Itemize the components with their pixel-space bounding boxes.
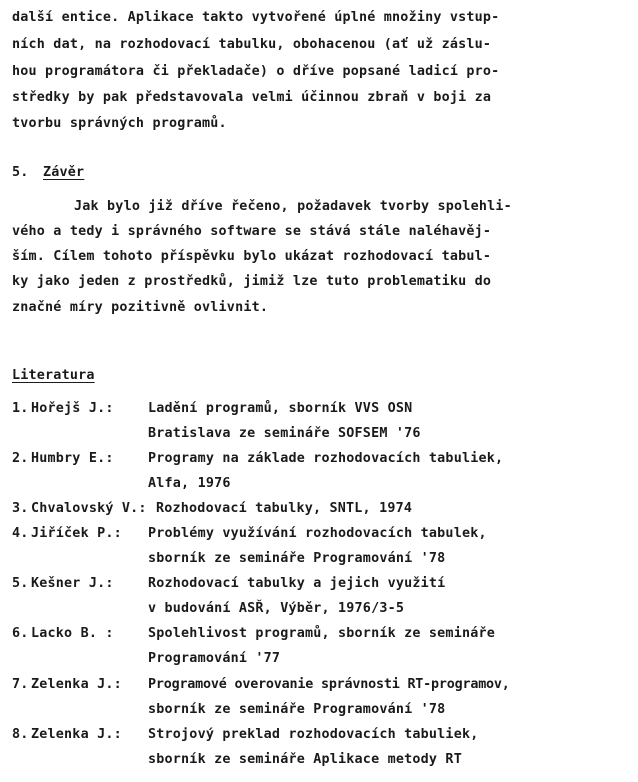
text-line: tvorbu správných programů.	[12, 116, 227, 131]
text-line: další entice. Aplikace takto vytvořené úplné množiny vstup-	[12, 10, 500, 25]
reference-text: Programové overovanie správnosti RT-programov,	[148, 677, 510, 692]
reference-text: Strojový preklad rozhodovacích tabuliek,	[148, 727, 479, 742]
reference-author: Lacko B. :	[31, 626, 114, 641]
text-line: Jak bylo již dříve řečeno, požadavek tvorby spolehli-	[74, 199, 512, 214]
reference-number: 2.	[12, 451, 29, 466]
text-line: vého a tedy i správného software se stává stále naléhavěj-	[12, 224, 492, 239]
reference-number: 4.	[12, 526, 29, 541]
reference-author: Humbry E.:	[31, 451, 114, 466]
reference-text: Programy na základe rozhodovacích tabuliek,	[148, 451, 504, 466]
reference-text: Rozhodovací tabulky, SNTL, 1974	[156, 501, 413, 516]
reference-author: Hořejš J.:	[31, 401, 114, 416]
text-line: hou programátora či překladače) o dříve popsané ladicí pro-	[12, 64, 500, 79]
reference-text: sborník ze semináře Programování '78	[148, 551, 446, 566]
reference-text: v budování ASŘ, Výběr, 1976/3-5	[148, 601, 405, 616]
reference-number: 8.	[12, 727, 29, 742]
literature-heading: Literatura	[12, 368, 95, 383]
reference-author: Zelenka J.:	[31, 677, 122, 692]
reference-text: Rozhodovací tabulky a jejich využití	[148, 576, 446, 591]
reference-author: Chvalovský V.:	[31, 501, 147, 516]
section-title: Závěr	[43, 165, 85, 180]
text-line: středky by pak představovala velmi účinnou zbraň v boji za	[12, 90, 492, 105]
text-line: ních dat, na rozhodovací tabulku, obohacenou (ať už záslu-	[12, 37, 492, 52]
reference-author: Jiříček P.:	[31, 526, 122, 541]
reference-text: Alfa, 1976	[148, 476, 231, 491]
reference-number: 3.	[12, 501, 29, 516]
reference-number: 5.	[12, 576, 29, 591]
reference-text: Ladění programů, sborník VVS OSN	[148, 401, 413, 416]
text-line: značné míry pozitivně ovlivnit.	[12, 300, 269, 315]
reference-number: 1.	[12, 401, 29, 416]
reference-text: Bratislava ze semináře SOFSEM '76	[148, 426, 421, 441]
text-line: ším. Cílem tohoto příspěvku bylo ukázat rozhodovací tabul-	[12, 249, 492, 264]
reference-author: Kešner J.:	[31, 576, 114, 591]
text-line: ky jako jeden z prostředků, jimiž lze tuto problematiku do	[12, 274, 492, 289]
reference-text: sborník ze semináře Aplikace metody RT	[148, 752, 462, 767]
reference-author: Zelenka J.:	[31, 727, 122, 742]
section-number: 5.	[12, 165, 29, 180]
reference-text: Programování '77	[148, 651, 281, 666]
reference-text: Problémy využívání rozhodovacích tabulek,	[148, 526, 487, 541]
reference-text: sborník ze semináře Programování '78	[148, 702, 446, 717]
reference-number: 6.	[12, 626, 29, 641]
reference-number: 7.	[12, 677, 29, 692]
reference-text: Spolehlivost programů, sborník ze semináře	[148, 626, 495, 641]
